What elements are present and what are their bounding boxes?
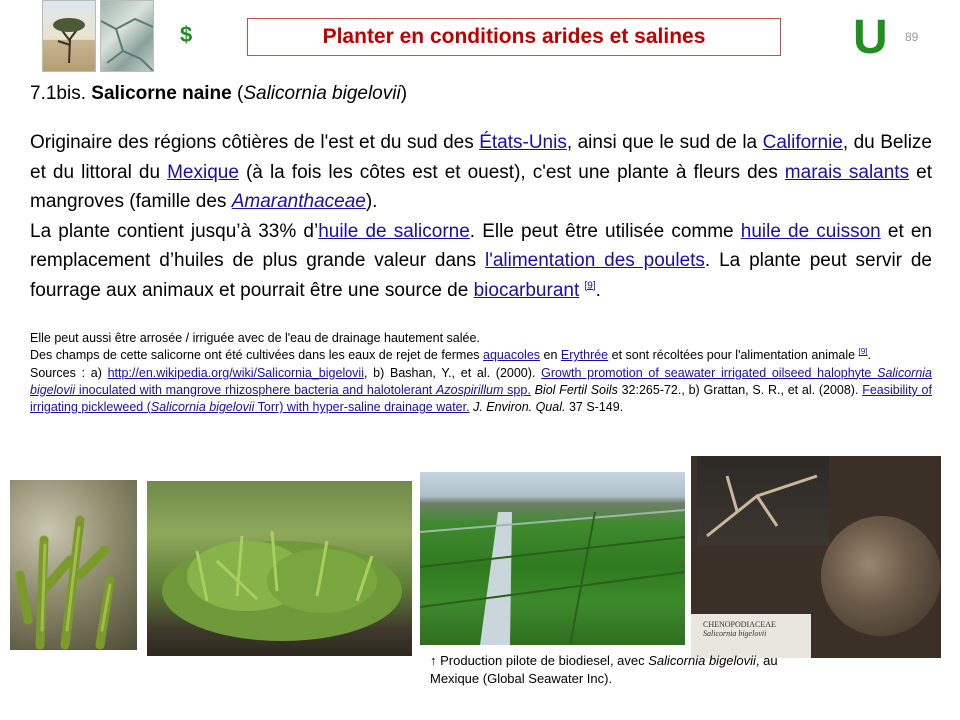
paragraph-origin: Originaire des régions côtières de l'est et du sud des États-Unis, ainsi que le sud de la Californie, du Belize et du littoral du Mexique (à la fois les côtes est et ouest), c'est une plante à fleurs des marais salants et mangroves (famille des Amaranthaceae). bbox=[30, 132, 932, 212]
main-text bbox=[30, 128, 932, 305]
crack-pattern-icon bbox=[101, 1, 153, 71]
link-amaranthaceae[interactable]: Amaranthaceae bbox=[231, 191, 366, 212]
heading-paren-close: ) bbox=[400, 83, 408, 104]
link-huile-de-cuisson[interactable]: huile de cuisson bbox=[740, 220, 881, 242]
link-huile-de-salicorne[interactable]: huile de salicorne bbox=[318, 220, 470, 242]
notes-and-sources bbox=[30, 330, 932, 416]
dollar-symbol: $ bbox=[180, 22, 193, 47]
tree-icon bbox=[43, 1, 95, 71]
section-letter: U bbox=[853, 11, 888, 64]
dried-plant-panel bbox=[697, 456, 829, 546]
link-alimentation-poulets[interactable]: l'alimentation des poulets bbox=[484, 250, 705, 271]
link-marais-salants[interactable]: marais salants bbox=[784, 161, 910, 183]
shrub-illustration-icon bbox=[147, 481, 412, 656]
link-biocarburant[interactable]: biocarburant bbox=[473, 279, 580, 301]
reference-9[interactable]: [9] bbox=[584, 280, 596, 292]
link-wikipedia[interactable]: http://en.wikipedia.org/wiki/Salicornia_bigelovii bbox=[107, 365, 364, 380]
link-etats-unis[interactable]: États-Unis bbox=[479, 132, 567, 153]
note-irrigation: Elle peut aussi être arrosée / irriguée avec de l'eau de drainage hautement salée. bbox=[30, 331, 480, 345]
heading-latin-name: Salicornia bigelovii bbox=[243, 83, 401, 104]
journal-biol-fertil-soils: Biol Fertil Soils bbox=[534, 382, 618, 397]
photo-caption: ↑ Production pilote de biodiesel, avec Salicornia bigelovii, au Mexique (Global Seawater Inc). bbox=[430, 653, 778, 686]
heading-name: Salicorne naine bbox=[91, 83, 232, 104]
section-heading bbox=[30, 83, 407, 105]
page-title: Planter en conditions arides et salines bbox=[247, 18, 781, 56]
stems-illustration-icon bbox=[10, 480, 137, 650]
reference-9-small[interactable]: [9] bbox=[858, 347, 868, 357]
link-mexique[interactable]: Mexique bbox=[167, 161, 239, 183]
paragraph-uses: La plante contient jusqu’à 33% d’huile de salicorne. Elle peut être utilisée comme huile de cuisson et en remplacement d’huiles de plus grande valeur dans l'alimentation des poulets. La plante peut servir de fourrage aux animaux et pourrait être une source de biocarburant [9]. bbox=[30, 220, 932, 301]
up-arrow-icon: ↑ bbox=[430, 653, 437, 668]
link-bashan-article[interactable]: Growth promotion of seawater irrigated oilseed halophyte Salicornia bigelovii inoculated with mangrove rhizosphere bacteria and halotolerant Azospirillum spp. bbox=[30, 365, 932, 397]
specimen-label-text: CHENOPODIACEAE Salicornia bigelovii bbox=[703, 620, 776, 638]
seed-closeup bbox=[821, 516, 941, 636]
link-grattan-article[interactable]: Feasibility of irrigating pickleweed (Salicornia bigelovii Torr) with hyper-saline drainage water. bbox=[30, 382, 932, 415]
salicornia-seeds-specimen-photo bbox=[691, 456, 941, 658]
link-californie[interactable]: Californie bbox=[762, 132, 843, 153]
heading-paren-open: ( bbox=[237, 83, 244, 104]
sources: Sources : a) http://en.wikipedia.org/wiki/Salicornia_bigelovii, b) Bashan, Y., et al. (2000). Growth promotion of seawater irrigated oilseed halophyte Salicornia bigelovii inoculated with mangrove rhizosphere bacteria and halotolerant Azospirillum spp. Biol Fertil Soils 32:265-72., b) Grattan, S. R., et al. (2008). Feasibility of irrigating pickleweed (Salicornia bigelovii Torr) with hyper-saline drainage water. J. Environ. Qual. 37 S-149. bbox=[30, 365, 932, 415]
page-number: 89 bbox=[905, 30, 919, 44]
journal-environ-qual: J. Environ. Qual. bbox=[473, 400, 566, 415]
note-eritrea: Des champs de cette salicorne ont été cultivées dans les eaux de rejet de fermes aquacoles en Erythrée et sont récoltées pour l'alimentation animale [9]. bbox=[30, 347, 871, 363]
link-aquacoles[interactable]: aquacoles bbox=[483, 348, 541, 363]
salicornia-shrub-photo bbox=[147, 481, 412, 656]
cracked-soil-thumbnail bbox=[100, 0, 154, 72]
irrigated-field-photo bbox=[420, 472, 685, 645]
canal-illustration-icon bbox=[420, 472, 685, 645]
heading-number: 7.1bis. bbox=[30, 83, 86, 104]
link-erythree[interactable]: Erythrée bbox=[560, 348, 609, 363]
dried-stem-icon bbox=[697, 456, 829, 546]
desert-tree-thumbnail bbox=[42, 0, 96, 72]
salicornia-stems-photo bbox=[10, 480, 137, 650]
